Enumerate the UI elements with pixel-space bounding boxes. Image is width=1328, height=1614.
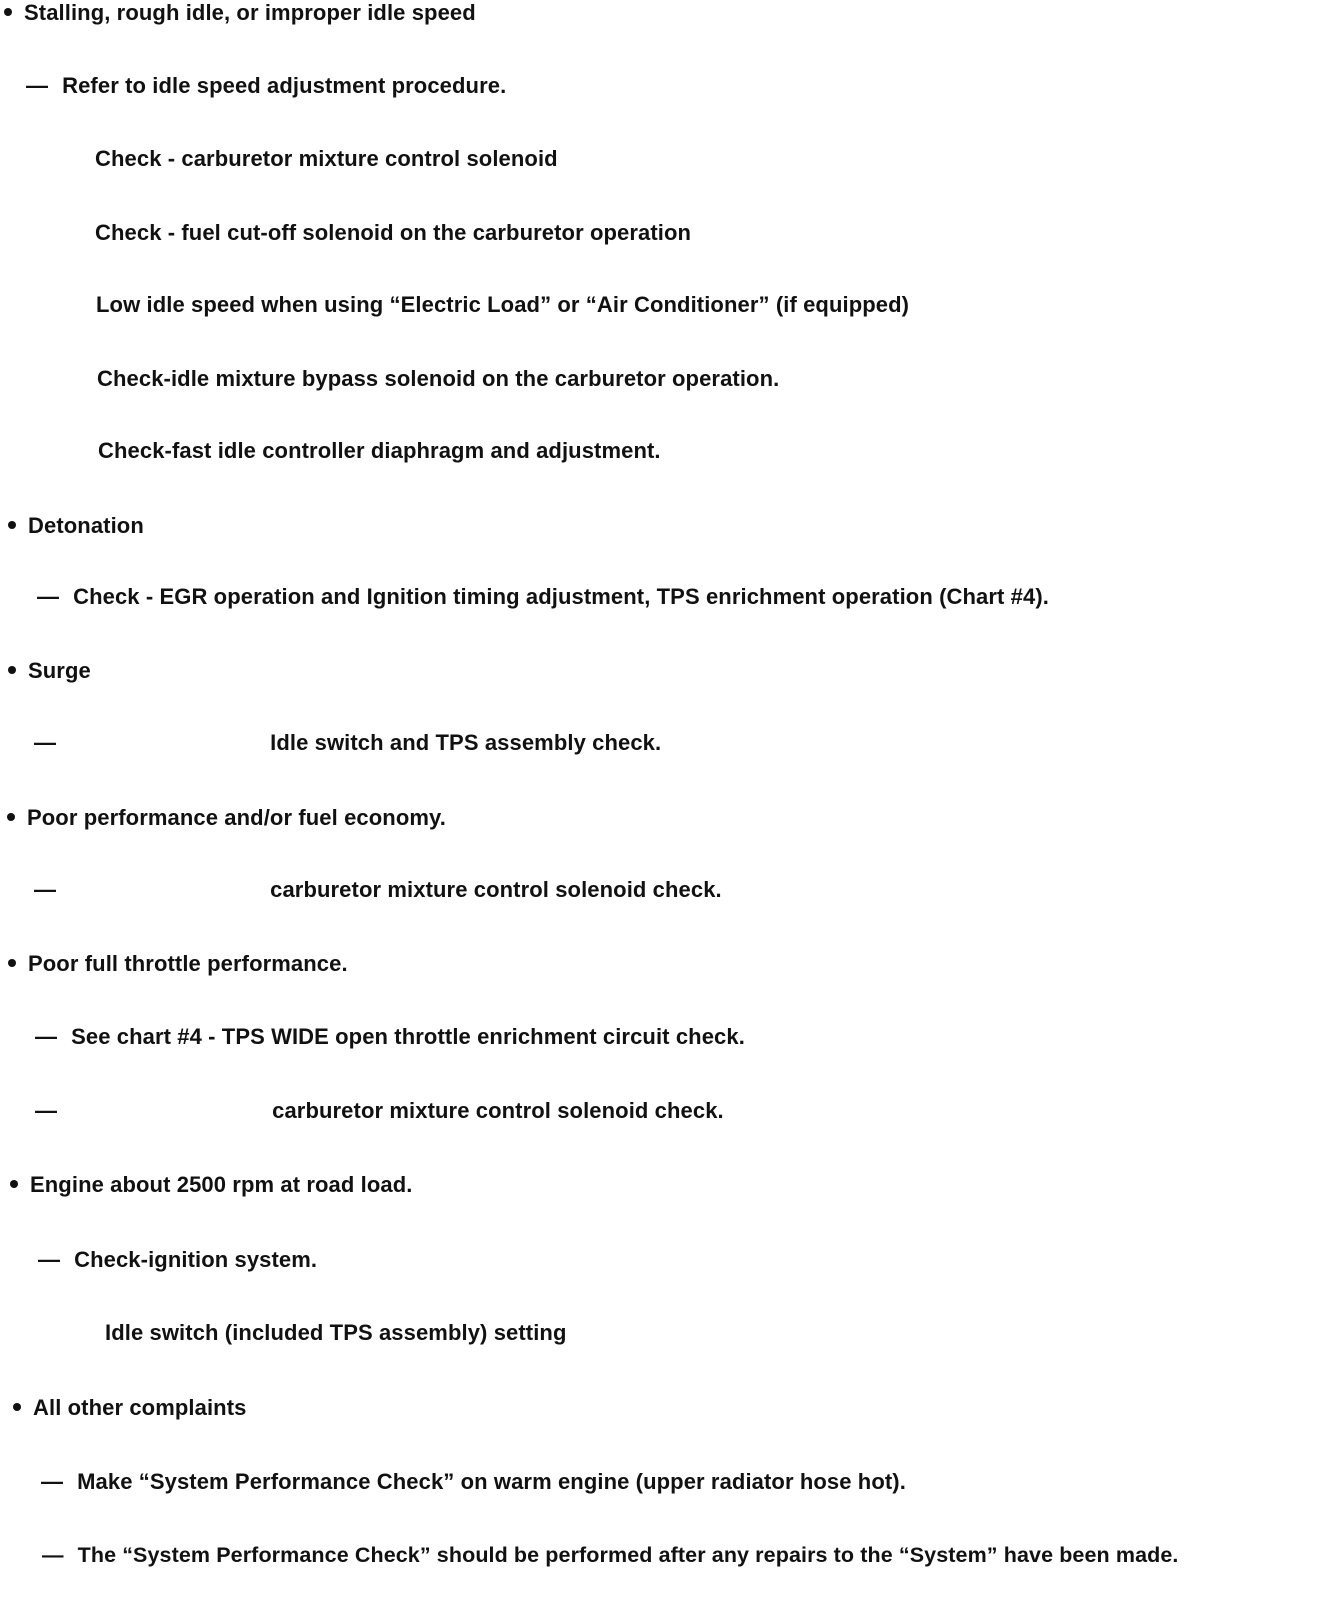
- dash-icon: —: [26, 73, 49, 98]
- bullet-icon: [8, 521, 16, 529]
- dash-item-mixture-check-1: [34, 877, 722, 903]
- item-text: carburetor mixture control solenoid check.: [270, 877, 722, 902]
- item-text: Low idle speed when using “Electric Load” or “Air Conditioner” (if equipped): [96, 292, 910, 317]
- item-text: The “System Performance Check” should be performed after any repairs to the “System” have been made.: [77, 1543, 1179, 1567]
- item-text: Check-ignition system.: [74, 1247, 318, 1272]
- dash-item-system-check: [41, 1469, 906, 1495]
- check-item-fast-idle: [98, 438, 661, 464]
- item-text: Make “System Performance Check” on warm engine (upper radiator hose hot).: [77, 1469, 906, 1494]
- item-text: Check - EGR operation and Ignition timing adjustment, TPS enrichment operation (Chart #4).: [73, 584, 1049, 609]
- item-text: See chart #4 - TPS WIDE open throttle enrichment circuit check.: [71, 1024, 745, 1049]
- bullet-icon: [4, 8, 12, 16]
- check-item-mixture-solenoid: [95, 146, 558, 172]
- dash-item-mixture-check-2: [35, 1098, 724, 1124]
- dash-item-tps-wide: [35, 1024, 745, 1050]
- dash-icon: —: [37, 584, 60, 609]
- dash-icon: —: [42, 1543, 64, 1567]
- dash-icon: —: [34, 730, 57, 755]
- check-item-idle-switch-setting: [105, 1320, 567, 1346]
- bullet-icon: [7, 813, 15, 821]
- bullet-icon: [8, 666, 16, 674]
- dash-item-egr: [37, 584, 1049, 610]
- item-text: Idle switch (included TPS assembly) setting: [105, 1320, 567, 1345]
- dash-item-idle-procedure: [26, 73, 506, 99]
- item-text: Engine about 2500 rpm at road load.: [30, 1172, 413, 1197]
- bullet-item-other-complaints: [13, 1395, 246, 1421]
- item-text: Check - fuel cut-off solenoid on the carburetor operation: [95, 220, 692, 245]
- bullet-icon: [8, 959, 16, 967]
- item-text: Detonation: [28, 513, 144, 538]
- dash-item-idle-switch: [34, 730, 661, 756]
- item-text: Surge: [28, 658, 91, 683]
- bullet-icon: [13, 1403, 21, 1411]
- dash-icon: —: [41, 1469, 64, 1494]
- bullet-item-full-throttle: [8, 951, 348, 977]
- dash-item-ignition: [38, 1247, 317, 1273]
- item-text: Check - carburetor mixture control solenoid: [95, 146, 558, 171]
- item-text: All other complaints: [33, 1395, 247, 1420]
- dash-item-system-check-after-repairs: [42, 1542, 1179, 1568]
- item-text: Check-idle mixture bypass solenoid on the carburetor operation.: [97, 366, 780, 391]
- item-text: carburetor mixture control solenoid check.: [272, 1098, 724, 1123]
- item-text: Check-fast idle controller diaphragm and adjustment.: [98, 438, 661, 463]
- item-text: Idle switch and TPS assembly check.: [270, 730, 662, 755]
- check-item-fuel-cutoff: [95, 220, 691, 246]
- bullet-item-detonation: [8, 513, 144, 539]
- bullet-item-poor-performance: [7, 805, 446, 831]
- check-item-bypass-solenoid: [97, 366, 779, 392]
- check-item-low-idle: [96, 292, 909, 318]
- item-text: Refer to idle speed adjustment procedure.: [62, 73, 507, 98]
- dash-icon: —: [34, 877, 57, 902]
- item-text: Poor full throttle performance.: [28, 951, 348, 976]
- bullet-item-surge: [8, 658, 91, 684]
- dash-icon: —: [35, 1098, 58, 1123]
- item-text: Poor performance and/or fuel economy.: [27, 805, 446, 830]
- bullet-icon: [10, 1180, 18, 1188]
- item-text: Stalling, rough idle, or improper idle speed: [24, 0, 476, 25]
- bullet-item-engine-rpm: [10, 1172, 412, 1198]
- bullet-item-stalling: [4, 0, 476, 26]
- dash-icon: —: [35, 1024, 58, 1049]
- dash-icon: —: [38, 1247, 61, 1272]
